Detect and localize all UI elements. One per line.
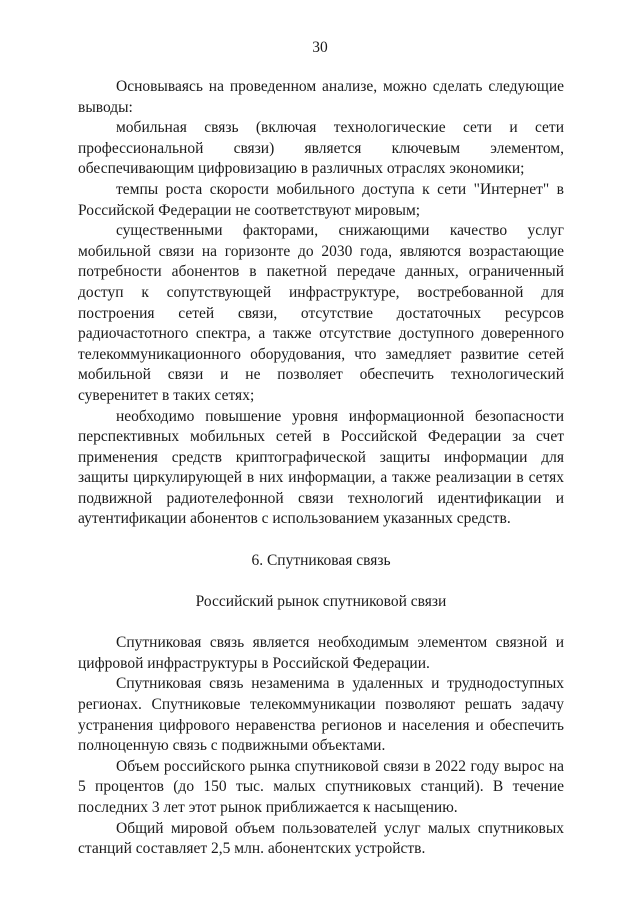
document-body bbox=[78, 77, 564, 860]
conclusion-item-1: мобильная связь (включая технологические сети и сети профессиональной связи) является ключевым элементом, обеспечивающим цифровизацию в различных отраслях экономики; bbox=[78, 119, 564, 178]
section-paragraph-2: Спутниковая связь незаменима в удаленных и труднодоступных регионах. Спутниковые телекоммуникации позволяют решать задачу устранения цифрового неравенства регионов и населения и обеспечить полноценную связь с подвижными объектами. bbox=[78, 675, 564, 755]
section-paragraph-1: Спутниковая связь является необходимым элементом связной и цифровой инфраструктуры в Российской Федерации. bbox=[78, 634, 564, 672]
page-number: 30 bbox=[312, 39, 328, 56]
conclusions-intro: Основываясь на проведенном анализе, можно сделать следующие выводы: bbox=[78, 78, 564, 116]
conclusion-item-3: существенными факторами, снижающими качество услуг мобильной связи на горизонте до 2030 года, являются возрастающие потребности абонентов в пакетной передаче данных, ограниченный доступ к сопутствующей инфраструктуре, востребованной для построения сетей связи, отсутствие достаточных ресурсов радиочастотного спектра, а также отсутствие доступного доверенного телекоммуникационного оборудования, что замедляет развитие сетей мобильной связи и не позволяет обеспечить технологический суверенитет в таких сетях; bbox=[78, 222, 564, 404]
section-paragraph-4: Общий мировой объем пользователей услуг малых спутниковых станций составляет 2,5 млн. абонентских устройств. bbox=[78, 819, 564, 858]
section-subtitle: Российский рынок спутниковой связи bbox=[195, 592, 447, 610]
section-title: 6. Спутниковая связь bbox=[251, 552, 391, 570]
section-paragraph-3: Объем российского рынка спутниковой связи в 2022 году вырос на 5 процентов (до 150 тыс. малых спутниковых станций). В течение последних 3 лет этот рынок приближается к насыщению. bbox=[78, 757, 564, 816]
conclusion-item-2: темпы роста скорости мобильного доступа к сети "Интернет" в Российской Федерации не соответствуют мировым; bbox=[78, 180, 564, 219]
conclusion-item-4: необходимо повышение уровня информационной безопасности перспективных мобильных сетей в Российской Федерации за счет применения средств криптографической защиты информации для защиты циркулирующей в них информации, а также реализации в сетях подвижной радиотелефонной связи технологий идентификации и аутентификации абонентов с использованием указанных средств. bbox=[78, 407, 564, 528]
